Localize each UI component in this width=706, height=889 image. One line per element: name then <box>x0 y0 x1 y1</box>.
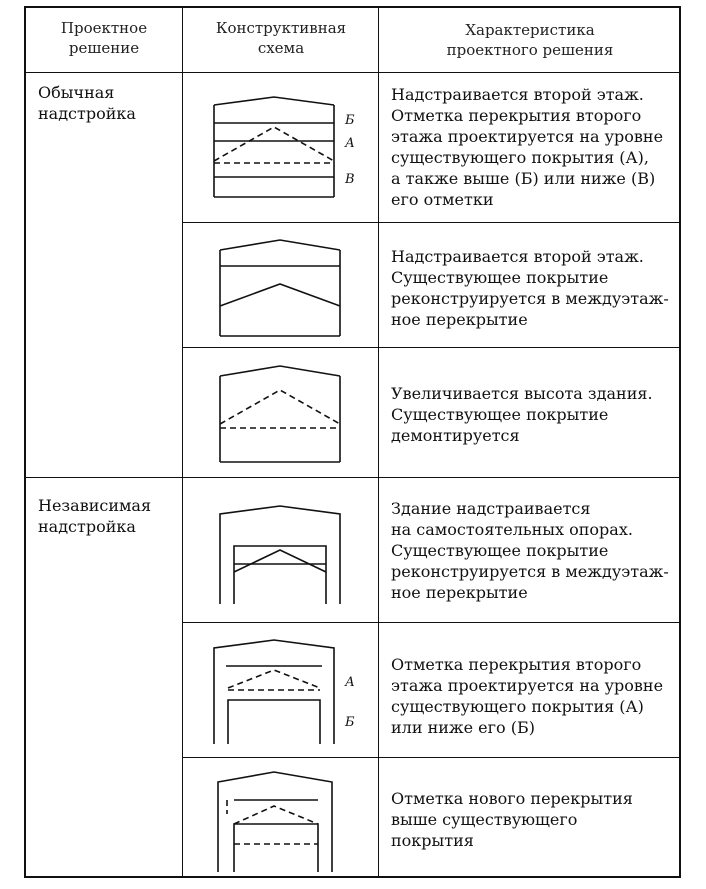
header-structural-scheme: Конструктивная схема <box>215 19 347 57</box>
column-divider <box>378 8 379 876</box>
row-3-description: Увеличивается высота здания. Существующее покрытие демонтируется <box>391 384 653 445</box>
removed-roof-dashed <box>220 390 340 424</box>
header-design-solution: Проектное решение <box>60 19 148 57</box>
row-divider <box>182 757 679 758</box>
existing-roof-dashed <box>234 806 318 824</box>
scheme-6-diagram <box>214 770 344 876</box>
mark-a: А <box>345 675 355 690</box>
independent-frame <box>214 640 334 744</box>
group-label-independent-superstructure: Независимая надстройка <box>38 496 152 536</box>
mark-b: Б <box>345 113 355 128</box>
row-divider <box>182 622 679 623</box>
existing-building <box>228 700 320 744</box>
column-divider <box>182 8 183 876</box>
scheme-2-diagram <box>216 236 346 341</box>
roof-new <box>220 366 340 376</box>
existing-building <box>234 824 318 872</box>
row-divider <box>182 347 679 348</box>
scheme-5-diagram <box>211 636 361 748</box>
scheme-4-diagram <box>216 504 346 609</box>
mark-b: Б <box>345 715 355 730</box>
row-4-description: Здание надстраивается на самостоятельных опорах. Существующее покрытие реконструируется в междуэтаж- ное перекрытие <box>391 499 669 602</box>
row-6-description: Отметка нового перекрытия выше существующего покрытия <box>391 789 633 850</box>
roof-new <box>214 97 334 105</box>
reconstructed-roof <box>234 550 326 572</box>
mark-a: А <box>345 136 355 151</box>
existing-roof-dashed <box>214 127 334 161</box>
group-label-regular-superstructure: Обычная надстройка <box>38 83 136 123</box>
header-characteristics: Характеристика проектного решения <box>446 21 614 59</box>
row-1-description: Надстраивается второй этаж. Отметка перекрытия второго этажа проектируется на уровне существующего покрытия (А), а также выше (Б) или ниже (В) его отметки <box>391 85 664 209</box>
independent-frame <box>218 772 332 872</box>
independent-frame <box>220 506 340 604</box>
existing-roof-dashed <box>228 670 320 688</box>
scheme-3-diagram <box>216 362 346 467</box>
header-divider <box>26 72 679 73</box>
row-5-description: Отметка перекрытия второго этажа проектируется на уровне существующего покрытия (А) или ниже его (Б) <box>391 655 664 737</box>
design-solutions-table <box>24 6 681 878</box>
scheme-1-diagram <box>211 93 361 208</box>
group-divider <box>26 477 679 478</box>
reconstructed-roof <box>220 284 340 306</box>
row-divider <box>182 222 679 223</box>
roof-new <box>220 240 340 250</box>
existing-building <box>234 546 326 604</box>
row-2-description: Надстраивается второй этаж. Существующее покрытие реконструируется в междуэтаж- ное перекрытие <box>391 247 669 329</box>
mark-v: В <box>345 172 355 187</box>
